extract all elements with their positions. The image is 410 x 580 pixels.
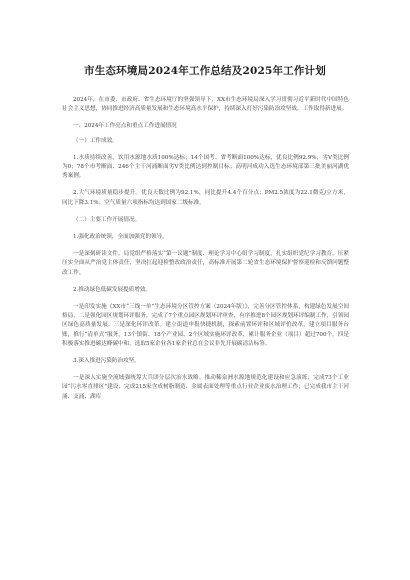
water-quality-paragraph: 1.水质持续改善，饮用水源地水质100%达标；14个国考、省考断面100%达标，优良比例92.9%，劣Ⅴ类比例为0；78个市考断面、246个主干河涌断面劣Ⅴ类比例达到控制目标；高明河成功入选生态环境部第三批美丽河湖优秀案例。: [62, 154, 349, 180]
document-body: [62, 96, 349, 402]
subsection-heading-work: （二）主要工作开展情况。: [73, 216, 141, 223]
political-paragraph: 一是深刻研读文件，局党组严格落实“第一议题”制度、理论学习中心组学习制度，扎实组织党纪学习教育，压紧压实全面从严治党主体责任，坚决扛起迎检整改政治责任，高标准开展第二轮省生态环境保护督察迎检和反馈问题整改工作。: [62, 251, 349, 276]
pollution-paragraph: 一是深入实施全流域强统筹大兵团分层次治水战略。推动稀泉洲水源地规范化建设和应急演练；完成73个工业园“污水零直排区”建设；完成215家含成树脂制造、金属表面处理等重点行业企业废水治理工作；已完成我市主干河涌、支涌、湖库: [62, 375, 349, 400]
document-title: 市生态环境局2024年工作总结及2025年工作计划: [84, 65, 326, 77]
air-quality-paragraph: 2.大气环境质量稳步提升。优良天数比例为92.1%，同比提升4.4个百分点；PM2.5浓度为22.1微克/立方米，同比下降3.1%；空气质量六项指标均达到国家二级标准。: [62, 190, 349, 206]
subsection-heading-results: （一）工作成效。: [73, 137, 118, 144]
item-heading-green: 2.推动绿色低碳发展提质增效。: [73, 286, 152, 293]
item-heading-political: 1.强化政治统领，全面加强党的领导。: [73, 234, 168, 241]
intro-paragraph: 2024年，在市委、市政府、省生态环境厅的坚强领导下，XX市生态环境局深入学习贯彻习近平新时代中国特色社会主义思想，协同推进经济高质量发展和生态环境高水平保护，持续深入打好污染防治攻坚战，工作取得新进展。: [62, 97, 349, 113]
green-development-paragraph: 一是印发实施《XX市“三线一单”生态环境分区管控方案（2024年版）》，完善分区管控体系，构建绿色发展空间格局，二是强化园区规划环评服务，完成了7个重点园区规划环评审查，有序推进8个园区规划环评编制工作，引领园区绿色高质量发展。三是深化环评改革。建立街道申报快捷机制，探索前置环评和区域评价改革，建立项目服务台账，推行“清单式”服务，13个镇街、18个产业园、2个区域实施环评改革，累计服务企业（项目）超过700个。四是积极落实推进碳达峰碳中和，选取5家企业各1家企业总在会议非先开展碳清洁标签。: [62, 304, 349, 347]
item-heading-pollution: 3.深入推进污染防治攻坚。: [73, 358, 140, 365]
section-heading-1: 一、2024年工作亮点和重点工作进展情况: [73, 123, 177, 130]
